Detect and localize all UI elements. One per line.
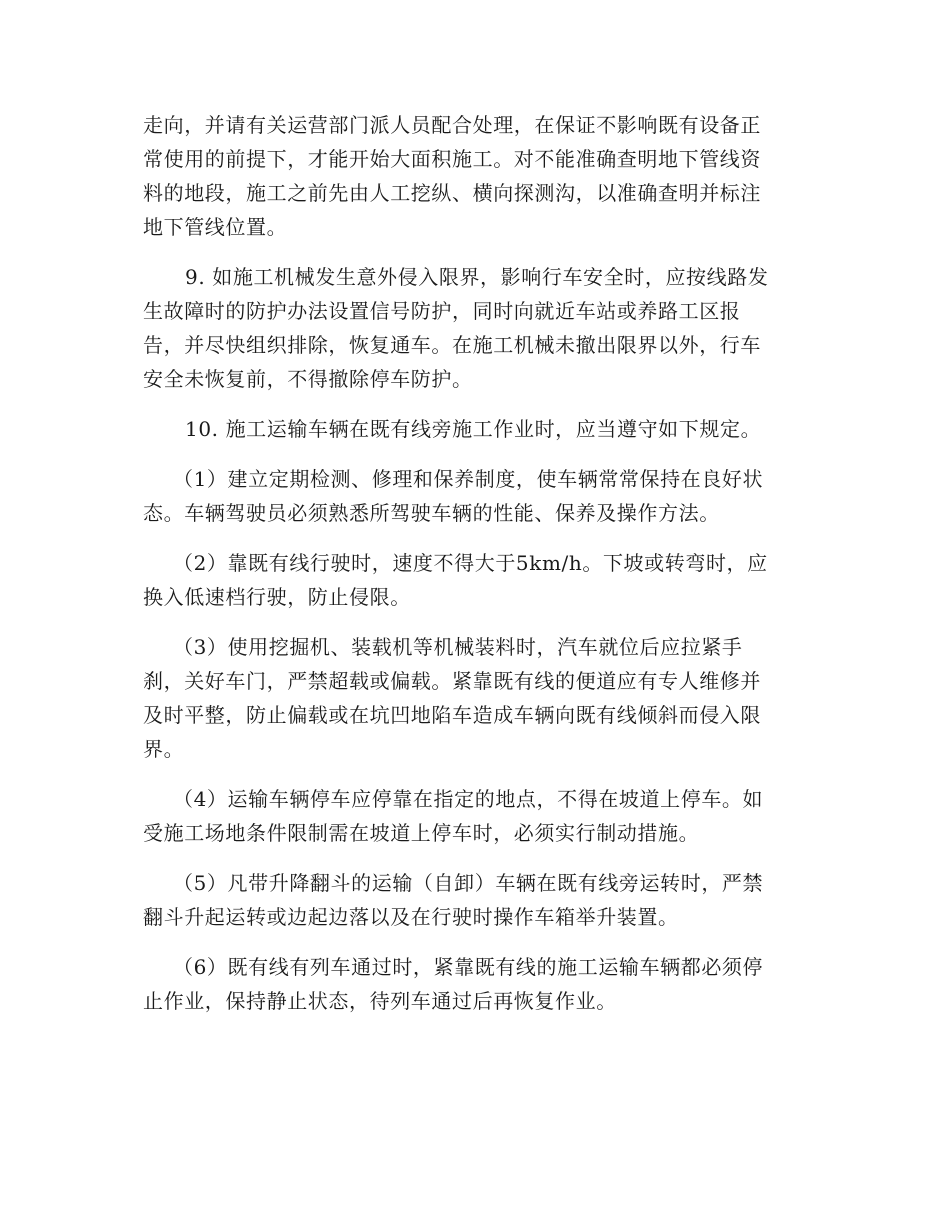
paragraph-sub-2 bbox=[143, 546, 805, 614]
text-line: （6）既有线有列车通过时，紧靠既有线的施工运输车辆都必须停 bbox=[173, 955, 764, 979]
paragraph-sub-4 bbox=[143, 782, 805, 850]
text-line: 告，并尽快组织排除，恢复通车。在施工机械未撤出限界以外，行车 bbox=[143, 333, 761, 357]
text-line: 生故障时的防护办法设置信号防护，同时向就近车站或养路工区报 bbox=[143, 299, 741, 323]
text-line: 受施工场地条件限制需在坡道上停车时，必须实行制动措施。 bbox=[143, 821, 700, 845]
paragraph-sub-5 bbox=[143, 866, 805, 934]
document-page bbox=[143, 108, 805, 1034]
text-line: 10. 施工运输车辆在既有线旁施工作业时，应当遵守如下规定。 bbox=[185, 417, 762, 441]
text-line: 界。 bbox=[143, 737, 185, 761]
paragraph-continuation bbox=[143, 108, 805, 244]
text-line: 走向，并请有关运营部门派人员配合处理，在保证不影响既有设备正 bbox=[143, 113, 761, 137]
paragraph-sub-6 bbox=[143, 950, 805, 1018]
text-line: 地下管线位置。 bbox=[143, 215, 288, 239]
text-line: （4）运输车辆停车应停靠在指定的地点，不得在坡道上停车。如 bbox=[173, 787, 764, 811]
paragraph-sub-3 bbox=[143, 630, 805, 766]
paragraph-item-10 bbox=[143, 412, 805, 446]
text-line: （3）使用挖掘机、装载机等机械装料时，汽车就位后应拉紧手 bbox=[173, 635, 743, 659]
text-line: 及时平整，防止偏载或在坑凹地陷车造成车辆向既有线倾斜而侵入限 bbox=[143, 703, 761, 727]
text-line: 9. 如施工机械发生意外侵入限界，影响行车安全时，应按线路发 bbox=[185, 265, 769, 289]
text-line: 翻斗升起运转或边起边落以及在行驶时操作车箱举升装置。 bbox=[143, 905, 679, 929]
text-line: 安全未恢复前，不得撤除停车防护。 bbox=[143, 367, 473, 391]
text-line: 止作业，保持静止状态，待列车通过后再恢复作业。 bbox=[143, 989, 617, 1013]
text-line: （2）靠既有线行驶时，速度不得大于5km/h。下坡或转弯时，应 bbox=[173, 551, 768, 575]
text-line: （1）建立定期检测、修理和保养制度，使车辆常常保持在良好状 bbox=[173, 467, 764, 491]
text-line: 料的地段，施工之前先由人工挖纵、横向探测沟，以准确查明并标注 bbox=[143, 181, 761, 205]
text-line: 常使用的前提下，才能开始大面积施工。对不能准确查明地下管线资 bbox=[143, 147, 761, 171]
paragraph-sub-1 bbox=[143, 462, 805, 530]
paragraph-item-9 bbox=[143, 260, 805, 396]
text-line: （5）凡带升降翻斗的运输（自卸）车辆在既有线旁运转时，严禁 bbox=[173, 871, 764, 895]
text-line: 刹，关好车门，严禁超载或偏载。紧靠既有线的便道应有专人维修并 bbox=[143, 669, 761, 693]
text-line: 换入低速档行驶，防止侵限。 bbox=[143, 585, 411, 609]
text-line: 态。车辆驾驶员必须熟悉所驾驶车辆的性能、保养及操作方法。 bbox=[143, 501, 720, 525]
